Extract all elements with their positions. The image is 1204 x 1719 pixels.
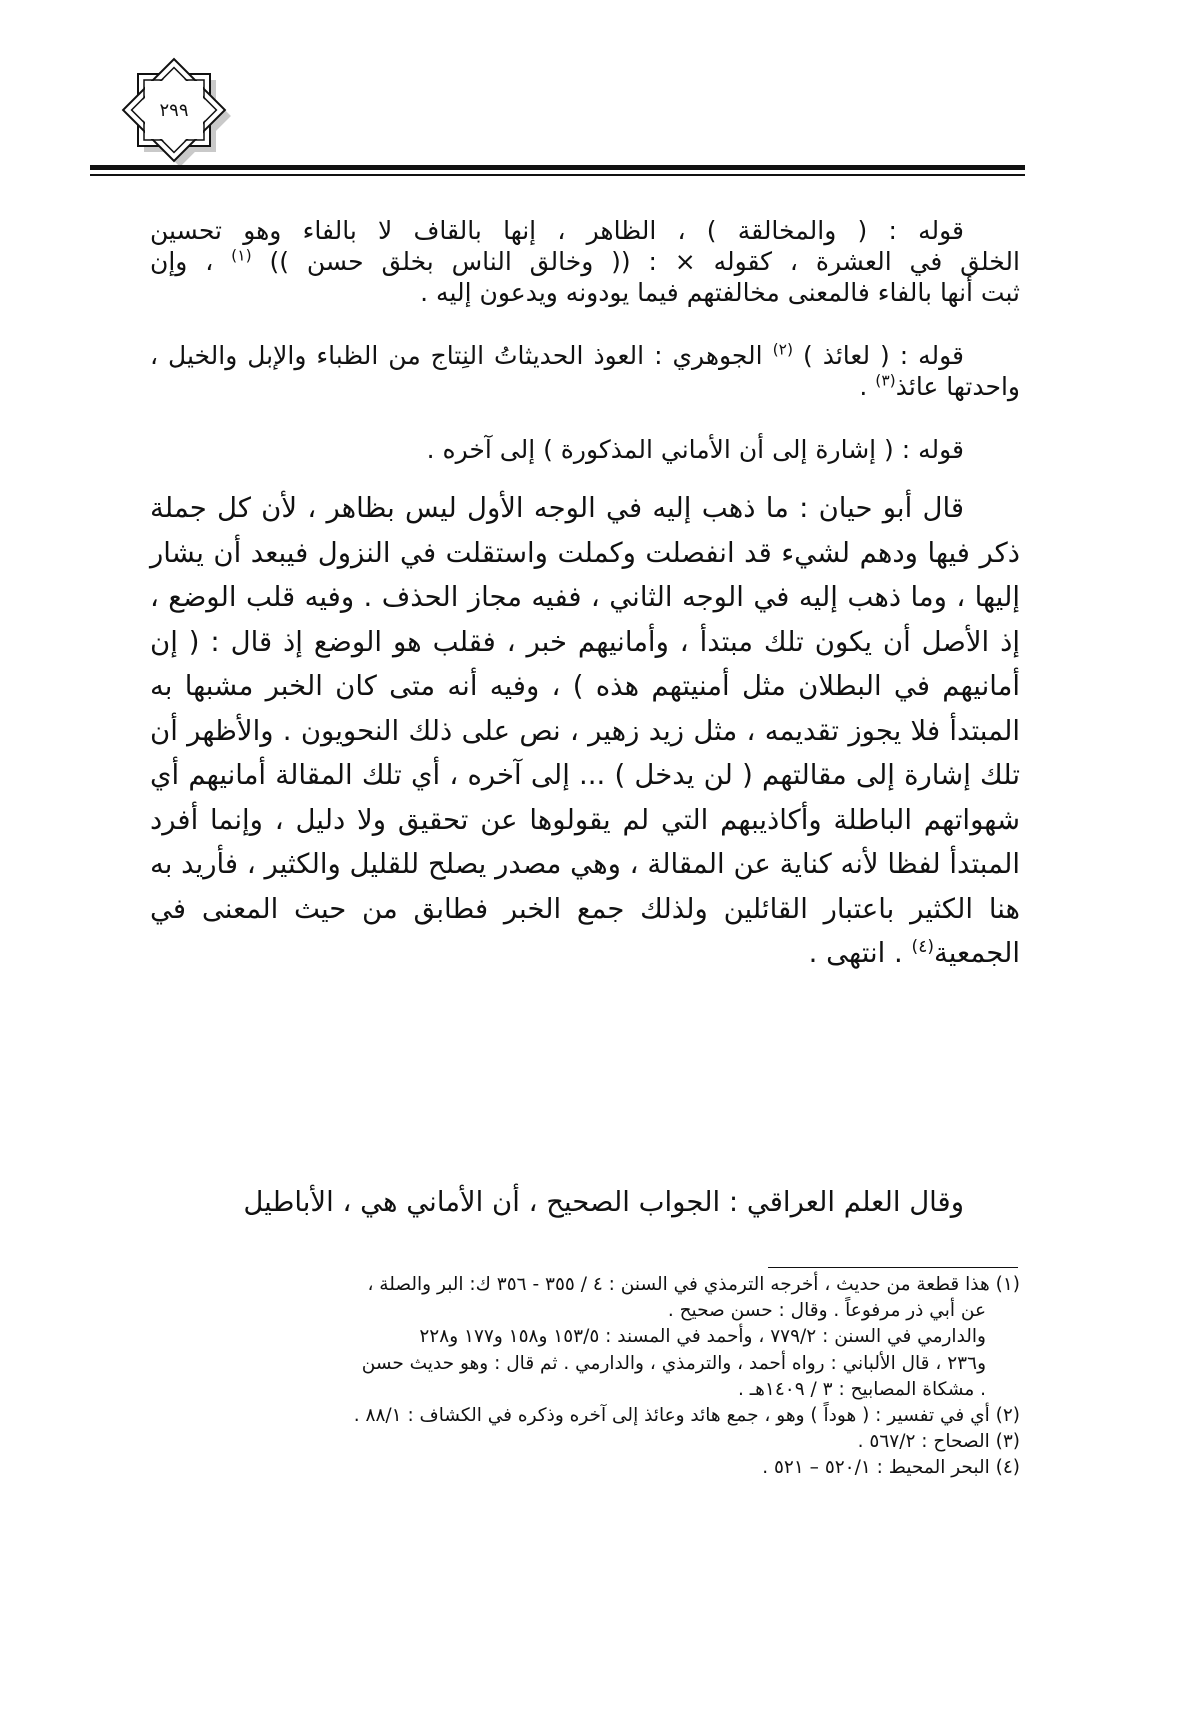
paragraph-5 <box>150 1180 1020 1225</box>
paragraph-2 <box>150 340 1020 402</box>
footnote-1-line4: و٢٣٦ ، قال الألباني : رواه أحمد ، والترمذي ، والدارمي . ثم قال : وهو حديث حسن <box>361 1352 986 1374</box>
footnote-1-line2: عن أبي ذر مرفوعاً . وقال : حسن صحيح . <box>667 1300 986 1322</box>
footnote-ref-1: (١) <box>231 246 252 265</box>
footnote-separator <box>768 1267 1018 1268</box>
header-rule-thick <box>90 165 1025 170</box>
footnote-1-line3: والدارمي في السنن : ٧٧٩/٢ ، وأحمد في المسند : ١٥٣/٥ و١٥٨ و١٧٧ و٢٢٨ <box>419 1326 986 1348</box>
footnote-ref-4: (٤) <box>911 936 935 957</box>
p4-body: قال أبو حيان : ما ذهب إليه في الوجه الأول ليس بظاهر ، لأن كل جملة ذكر فيها ودهم لشيء قد انفصلت وكملت واستقلت في النزول فيبعد أن يشار إليها ، وما ذهب إليه في الوجه الثاني ، ففيه مجاز الحذف . وفيه قلب الوضع ، إذ الأصل أن يكون تلك مبتدأ ، وأمانيهم خبر ، فقلب هو الوضع إذ قال : ( إن أمانيهم في البطلان مثل أمنيتهم هذه ) ، وفيه أنه متى كان الخبر مشبها به المبتدأ فلا يجوز تقديمه ، مثل زيد زهير ، نص على ذلك النحويون . والأظهر أن تلك إشارة إلى مقالتهم ( لن يدخل ) ... إلى آخره ، أي تلك المقالة أمانيهم أي شهواتهم الباطلة وأكاذيبهم التي لم يقولوها عن تحقيق ولا دليل ، وإنما أفرد المبتدأ لفظا لأنه كناية عن المقالة ، وهي مصدر يصلح للقليل والكثير ، فأريد به هنا الكثير باعتبار القائلين ولذلك جمع الخبر فطابق من حيث المعنى في الجمعية <box>150 492 1020 969</box>
footnotes <box>165 1272 1020 1482</box>
footnote-1-line5: . مشكاة المصابيح : ٣ / ١٤٠٩هـ . <box>737 1378 986 1400</box>
p5-text: وقال العلم العراقي : الجواب الصحيح ، أن الأماني هي ، الأباطيل <box>243 1186 964 1218</box>
p1-line2 <box>150 246 1020 277</box>
p4-text <box>150 486 1020 976</box>
footnote-1-line1: (١) هذا قطعة من حديث ، أخرجه الترمذي في السنن : ٤ / ٣٥٥ - ٣٥٦ ك: البر والصلة ، <box>367 1274 1020 1295</box>
footnote-2: (٢) أي في تفسير : ( هوداً ) وهو ، جمع هائد وعائذ إلى آخره وذكره في الكشاف : ٨٨/١ . <box>353 1405 1020 1427</box>
p1-line3: ثبت أنها بالفاء فالمعنى مخالفتهم فيما يودونه ويدعون إليه . <box>420 278 1020 307</box>
paragraph-1 <box>150 215 1020 308</box>
p2-part3: . <box>859 372 868 401</box>
footnote-4: (٤) البحر المحيط : ٥٢٠/١ – ٥٢١ . <box>762 1457 1020 1479</box>
p4-end: . انتهى . <box>808 937 903 969</box>
page-number-badge <box>112 48 240 176</box>
p3-text: قوله : ( إشارة إلى أن الأماني المذكورة ) إلى آخره . <box>426 435 964 464</box>
footnote-ref-2: (٢) <box>772 340 794 359</box>
p1-line2-text: الخلق في العشرة ، كقوله × : (( وخالق الناس بخلق حسن )) <box>269 247 1020 276</box>
header-rule-thin <box>90 174 1025 176</box>
paragraph-3 <box>150 434 1020 465</box>
footnote-ref-3: (٣) <box>875 371 896 390</box>
p1-line2-end: ، وإن <box>150 247 214 276</box>
p2-part2: الجوهري : العوذ الحديثاتُ النِتاج من الظباء والإبل والخيل ، واحدتها عائذ <box>150 341 1020 401</box>
p2-part1: قوله : ( لعائذ ) <box>802 341 964 370</box>
footnote-3: (٣) الصحاح : ٥٦٧/٢ . <box>857 1431 1020 1453</box>
p1-line1: قوله : ( والمخالقة ) ، الظاهر ، إنها بالقاف لا بالفاء وهو تحسين <box>150 216 964 245</box>
p2-text <box>150 340 1020 402</box>
paragraph-4 <box>150 486 1020 976</box>
page-number: ٢٩٩ <box>159 99 189 121</box>
